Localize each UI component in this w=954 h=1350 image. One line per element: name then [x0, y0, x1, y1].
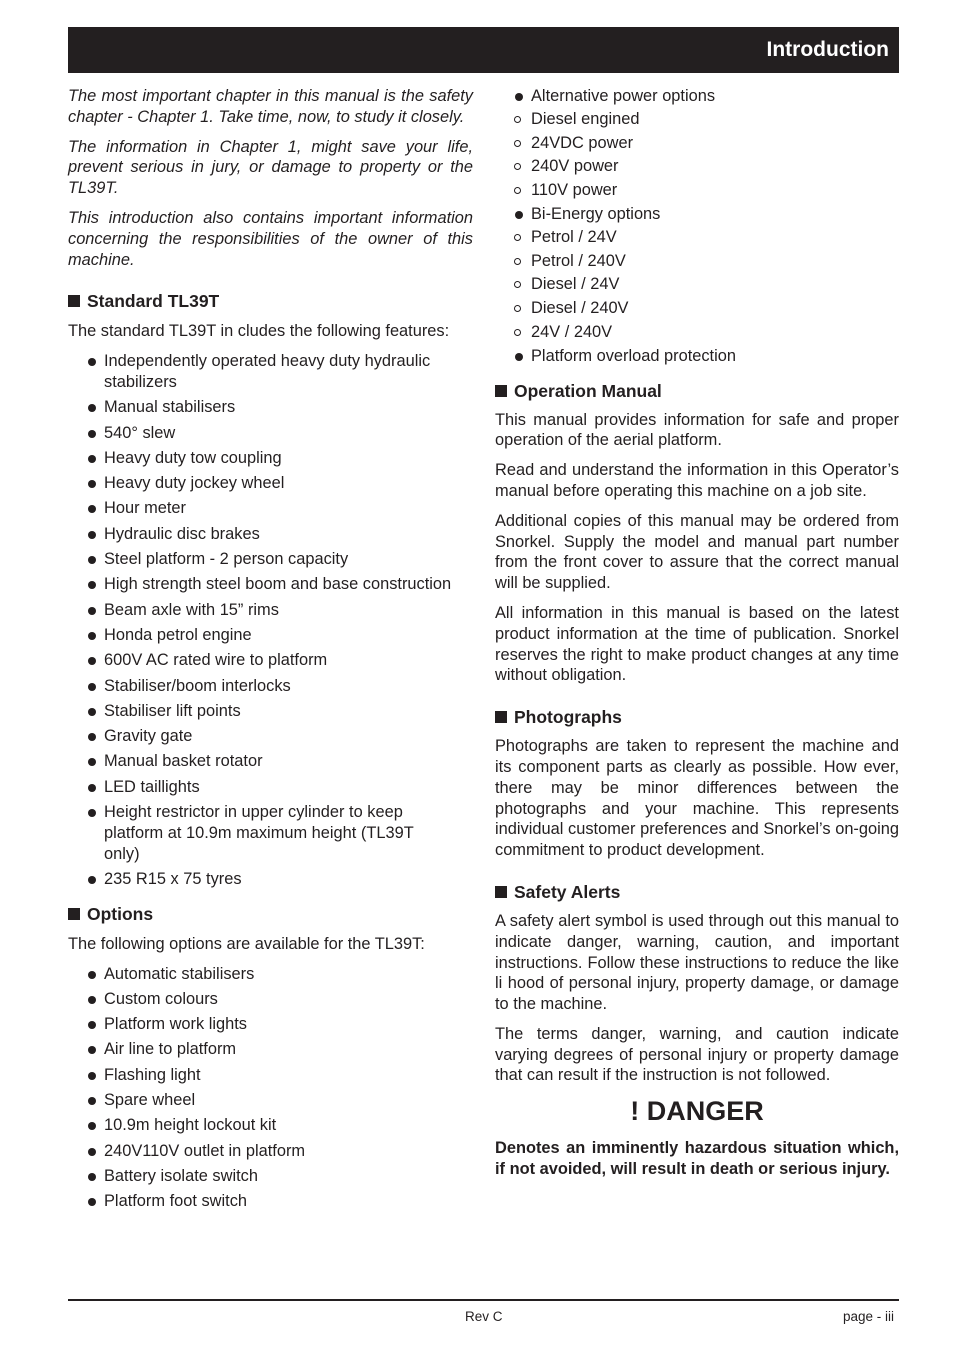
list-item	[495, 204, 899, 343]
standard-features-list	[68, 351, 473, 890]
sub-list-item: Diesel engined	[514, 109, 899, 130]
list-item: Platform overload protection	[495, 346, 899, 367]
operation-heading	[495, 380, 899, 402]
list-item	[495, 86, 899, 201]
list-item: LED taillights	[68, 777, 473, 798]
list-item: 540° slew	[68, 423, 473, 444]
bienergy-sub-list	[531, 227, 899, 343]
square-bullet-icon	[495, 385, 507, 397]
options-list	[68, 964, 473, 1212]
footer-revision: Rev C	[465, 1309, 503, 1324]
list-item: Automatic stabilisers	[68, 964, 473, 985]
safety-heading-text: Safety Alerts	[514, 881, 621, 902]
list-item: 10.9m height lockout kit	[68, 1115, 473, 1136]
list-item: Air line to platform	[68, 1039, 473, 1060]
sub-list-item: 240V power	[514, 156, 899, 177]
list-item: Height restrictor in upper cylinder to keep platform at 10.9m maximum height (TL39T only)	[68, 802, 473, 864]
list-item: Heavy duty tow coupling	[68, 448, 473, 469]
list-item: Manual stabilisers	[68, 397, 473, 418]
options-heading	[68, 903, 473, 925]
sub-list-item: Diesel / 24V	[514, 274, 899, 295]
list-item: Honda petrol engine	[68, 625, 473, 646]
list-item: Custom colours	[68, 989, 473, 1010]
intro-paragraph-2: The information in Chapter 1, might save your life, prevent serious in jury, or damage to property or the TL39T.	[68, 137, 473, 198]
photographs-heading-text: Photographs	[514, 707, 622, 728]
list-item: Stabiliser lift points	[68, 701, 473, 722]
list-item: Beam axle with 15” rims	[68, 600, 473, 621]
power-options-list	[495, 86, 899, 367]
header-bar	[68, 27, 899, 73]
page-title: Introduction	[766, 38, 889, 61]
square-bullet-icon	[495, 886, 507, 898]
danger-text: Denotes an imminently hazardous situation which, if not avoided, will result in death or serious injury.	[495, 1139, 899, 1179]
list-item: Battery isolate switch	[68, 1166, 473, 1187]
options-heading-text: Options	[87, 903, 154, 924]
sub-list-item: Petrol / 24V	[514, 227, 899, 248]
left-column	[68, 86, 473, 1216]
bienergy-label: Bi-Energy options	[531, 204, 661, 223]
right-column	[495, 86, 899, 1189]
sub-list-item: Petrol / 240V	[514, 251, 899, 272]
list-item: High strength steel boom and base construction	[68, 574, 473, 595]
options-intro: The following options are available for the TL39T:	[68, 934, 425, 953]
standard-intro: The standard TL39T in cludes the following features:	[68, 322, 450, 341]
list-item: Heavy duty jockey wheel	[68, 473, 473, 494]
standard-heading	[68, 290, 473, 312]
square-bullet-icon	[495, 711, 507, 723]
intro-paragraph-1: The most important chapter in this manual is the safety chapter - Chapter 1. Take time, now, to study it closely.	[68, 87, 473, 126]
list-item: Stabiliser/boom interlocks	[68, 676, 473, 697]
list-item: Platform foot switch	[68, 1191, 473, 1212]
list-item: Hydraulic disc brakes	[68, 524, 473, 545]
power-options-label: Alternative power options	[531, 87, 716, 105]
safety-paragraph-1: A safety alert symbol is used through out this manual to indicate danger, warning, caution, and important instructions. Follow these instructions to reduce the like li hood of personal injury, property damage, or damage to the machine.	[495, 911, 899, 1014]
operation-paragraph-3: Additional copies of this manual may be ordered from Snorkel. Supply the model and manual part number from the front cover to assure that the correct manual will be supplied.	[495, 511, 899, 593]
list-item: Manual basket rotator	[68, 751, 473, 772]
operation-paragraph-1: This manual provides information for safe and proper operation of the aerial platform.	[495, 410, 899, 450]
sub-list-item: Diesel / 240V	[514, 298, 899, 319]
list-item: Flashing light	[68, 1065, 473, 1086]
footer-page-number: page - iii	[842, 1309, 894, 1324]
photographs-paragraph: Photographs are taken to represent the machine and its component parts as clearly as possible. How ever, there may be minor differences between the photographs and your machine. This represents individual customer preferences and Snorkel’s on-going commitment to product development.	[495, 737, 899, 860]
list-item: Spare wheel	[68, 1090, 473, 1111]
list-item: Gravity gate	[68, 726, 473, 747]
list-item: Independently operated heavy duty hydraulic stabilizers	[68, 351, 473, 393]
operation-paragraph-2: Read and understand the information in this Operator’s manual before operating this machine on a job site.	[495, 461, 899, 500]
power-sub-list	[531, 109, 899, 201]
intro-paragraph-3: This introduction also contains important information concerning the responsibilities of the owner of this machine.	[68, 208, 473, 269]
sub-list-item: 110V power	[514, 180, 899, 201]
square-bullet-icon	[68, 295, 80, 307]
sub-list-item: 24VDC power	[514, 133, 899, 154]
list-item: Steel platform - 2 person capacity	[68, 549, 473, 570]
safety-heading	[495, 881, 899, 903]
list-item: Hour meter	[68, 498, 473, 519]
operation-paragraph-4: All information in this manual is based on the latest product information at the time of publication. Snorkel reserves the right to make product changes at any time without obligation.	[495, 603, 899, 685]
sub-list-item: 24V / 240V	[514, 322, 899, 343]
safety-paragraph-2: The terms danger, warning, and caution indicate varying degrees of personal injury or property damage that can result if the instruction is not followed.	[495, 1024, 899, 1085]
list-item: 235 R15 x 75 tyres	[68, 869, 473, 890]
list-item: 600V AC rated wire to platform	[68, 650, 473, 671]
list-item: 240V110V outlet in platform	[68, 1141, 473, 1162]
list-item: Platform work lights	[68, 1014, 473, 1035]
standard-heading-text: Standard TL39T	[87, 291, 220, 312]
danger-title: ! DANGER	[630, 1096, 764, 1127]
operation-heading-text: Operation Manual	[514, 380, 662, 401]
footer-divider	[68, 1299, 899, 1301]
photographs-heading	[495, 706, 899, 728]
square-bullet-icon	[68, 908, 80, 920]
